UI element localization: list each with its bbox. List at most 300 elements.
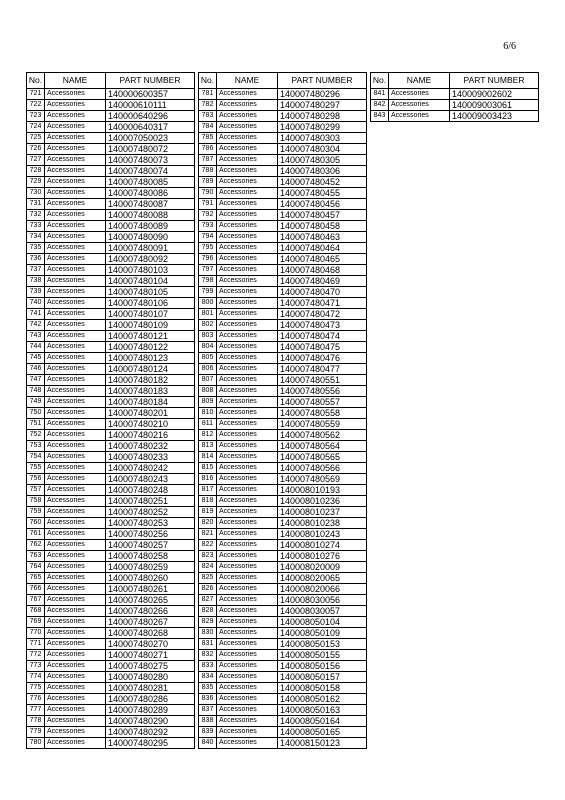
table-row (199, 606, 367, 617)
part-number: 140007480271 (106, 650, 195, 661)
table-header-row (199, 73, 367, 89)
table-row (199, 320, 367, 331)
part-number: 140000600357 (106, 89, 195, 100)
row-number: 840 (199, 738, 217, 749)
row-number: 807 (199, 375, 217, 386)
row-number: 797 (199, 265, 217, 276)
part-number: 140007480104 (106, 276, 195, 287)
item-name: Accessories (45, 595, 106, 606)
item-name: Accessories (217, 485, 278, 496)
part-number: 140007050023 (106, 133, 195, 144)
page-number: 6/6 (503, 41, 516, 52)
table-row (27, 551, 195, 562)
table-row (199, 122, 367, 133)
item-name: Accessories (217, 628, 278, 639)
row-number: 841 (371, 89, 389, 100)
item-name: Accessories (217, 496, 278, 507)
row-number: 755 (27, 463, 45, 474)
item-name: Accessories (389, 89, 450, 100)
part-number: 140007480106 (106, 298, 195, 309)
part-number: 140008010276 (278, 551, 367, 562)
table-row (27, 298, 195, 309)
part-number: 140007480121 (106, 331, 195, 342)
part-number: 140007480261 (106, 584, 195, 595)
part-number: 140007480233 (106, 452, 195, 463)
part-number: 140007480086 (106, 188, 195, 199)
table-row (27, 397, 195, 408)
part-number: 140008020066 (278, 584, 367, 595)
part-number: 140009002602 (450, 89, 539, 100)
part-number: 140008010236 (278, 496, 367, 507)
table-header-row (371, 73, 539, 89)
item-name: Accessories (45, 452, 106, 463)
item-name: Accessories (217, 705, 278, 716)
table-row (371, 89, 539, 100)
part-number: 140007480257 (106, 540, 195, 551)
table-row (27, 727, 195, 738)
table-row (199, 441, 367, 452)
item-name: Accessories (217, 155, 278, 166)
row-number: 740 (27, 298, 45, 309)
row-number: 843 (371, 111, 389, 122)
row-number: 822 (199, 540, 217, 551)
table-row (199, 452, 367, 463)
row-number: 758 (27, 496, 45, 507)
part-number: 140007480470 (278, 287, 367, 298)
row-number: 756 (27, 474, 45, 485)
table-row (199, 232, 367, 243)
part-number: 140007480089 (106, 221, 195, 232)
item-name: Accessories (217, 661, 278, 672)
table-row (199, 529, 367, 540)
table-row (199, 650, 367, 661)
row-number: 774 (27, 672, 45, 683)
item-name: Accessories (217, 210, 278, 221)
header-part-number: PART NUMBER (278, 73, 367, 89)
row-number: 815 (199, 463, 217, 474)
item-name: Accessories (217, 364, 278, 375)
part-number: 140007480556 (278, 386, 367, 397)
table-row (27, 584, 195, 595)
item-name: Accessories (389, 111, 450, 122)
item-name: Accessories (217, 254, 278, 265)
row-number: 768 (27, 606, 45, 617)
row-number: 816 (199, 474, 217, 485)
row-number: 808 (199, 386, 217, 397)
row-number: 827 (199, 595, 217, 606)
table-row (27, 716, 195, 727)
table-row (27, 331, 195, 342)
item-name: Accessories (45, 716, 106, 727)
part-number: 140007480182 (106, 375, 195, 386)
item-name: Accessories (45, 298, 106, 309)
row-number: 769 (27, 617, 45, 628)
table-row (199, 276, 367, 287)
row-number: 826 (199, 584, 217, 595)
row-number: 724 (27, 122, 45, 133)
item-name: Accessories (217, 309, 278, 320)
row-number: 772 (27, 650, 45, 661)
part-number: 140007480557 (278, 397, 367, 408)
item-name: Accessories (45, 727, 106, 738)
table-row (27, 683, 195, 694)
item-name: Accessories (45, 584, 106, 595)
item-name: Accessories (217, 430, 278, 441)
row-number: 777 (27, 705, 45, 716)
table-row (27, 89, 195, 100)
row-number: 744 (27, 342, 45, 353)
part-number: 140008010193 (278, 485, 367, 496)
row-number: 786 (199, 144, 217, 155)
item-name: Accessories (217, 727, 278, 738)
row-number: 814 (199, 452, 217, 463)
item-name: Accessories (45, 650, 106, 661)
table-row (27, 342, 195, 353)
row-number: 819 (199, 507, 217, 518)
table-row (27, 529, 195, 540)
table-row (27, 540, 195, 551)
item-name: Accessories (217, 375, 278, 386)
part-number: 140007480122 (106, 342, 195, 353)
table-row (27, 144, 195, 155)
part-number: 140007480256 (106, 529, 195, 540)
item-name: Accessories (45, 562, 106, 573)
item-name: Accessories (217, 166, 278, 177)
parts-table-1 (26, 72, 195, 749)
part-number: 140007480463 (278, 232, 367, 243)
row-number: 751 (27, 419, 45, 430)
table-row (27, 210, 195, 221)
item-name: Accessories (217, 265, 278, 276)
part-number: 140007480295 (106, 738, 195, 749)
header-name: NAME (389, 73, 450, 89)
part-number: 140008030057 (278, 606, 367, 617)
item-name: Accessories (45, 254, 106, 265)
table-row (199, 584, 367, 595)
item-name: Accessories (217, 100, 278, 111)
table-row (27, 474, 195, 485)
item-name: Accessories (217, 716, 278, 727)
table-row (199, 639, 367, 650)
part-number: 140007480551 (278, 375, 367, 386)
item-name: Accessories (217, 617, 278, 628)
part-number: 140007480252 (106, 507, 195, 518)
table-row (27, 221, 195, 232)
row-number: 839 (199, 727, 217, 738)
item-name: Accessories (45, 661, 106, 672)
table-row (199, 551, 367, 562)
item-name: Accessories (217, 144, 278, 155)
table-row (199, 463, 367, 474)
item-name: Accessories (45, 144, 106, 155)
table-header-row (27, 73, 195, 89)
row-number: 749 (27, 397, 45, 408)
table-row (199, 210, 367, 221)
row-number: 784 (199, 122, 217, 133)
row-number: 791 (199, 199, 217, 210)
part-number: 140007480275 (106, 661, 195, 672)
table-row (199, 683, 367, 694)
table-row (199, 727, 367, 738)
table-row (371, 111, 539, 122)
row-number: 833 (199, 661, 217, 672)
row-number: 830 (199, 628, 217, 639)
table-row (199, 562, 367, 573)
item-name: Accessories (217, 683, 278, 694)
part-number: 140007480251 (106, 496, 195, 507)
table-row (199, 408, 367, 419)
part-number: 140007480280 (106, 672, 195, 683)
part-number: 140007480265 (106, 595, 195, 606)
part-number: 140007480105 (106, 287, 195, 298)
row-number: 764 (27, 562, 45, 573)
row-number: 743 (27, 331, 45, 342)
part-number: 140007480270 (106, 639, 195, 650)
row-number: 748 (27, 386, 45, 397)
table-row (27, 188, 195, 199)
row-number: 763 (27, 551, 45, 562)
item-name: Accessories (217, 518, 278, 529)
item-name: Accessories (45, 320, 106, 331)
item-name: Accessories (217, 342, 278, 353)
table-row (199, 331, 367, 342)
item-name: Accessories (217, 463, 278, 474)
header-name: NAME (217, 73, 278, 89)
row-number: 765 (27, 573, 45, 584)
item-name: Accessories (45, 265, 106, 276)
part-number: 140007480074 (106, 166, 195, 177)
table-row (199, 518, 367, 529)
table-row (199, 144, 367, 155)
row-number: 723 (27, 111, 45, 122)
table-row (27, 661, 195, 672)
item-name: Accessories (45, 540, 106, 551)
table-row (199, 540, 367, 551)
item-name: Accessories (45, 133, 106, 144)
table-row (27, 441, 195, 452)
row-number: 725 (27, 133, 45, 144)
part-number: 140008050165 (278, 727, 367, 738)
item-name: Accessories (45, 188, 106, 199)
item-name: Accessories (45, 419, 106, 430)
part-number: 140007480477 (278, 364, 367, 375)
part-number: 140008050157 (278, 672, 367, 683)
item-name: Accessories (45, 573, 106, 584)
table-row (199, 221, 367, 232)
part-number: 140007480085 (106, 177, 195, 188)
row-number: 824 (199, 562, 217, 573)
item-name: Accessories (45, 617, 106, 628)
table-row (199, 628, 367, 639)
item-name: Accessories (217, 298, 278, 309)
item-name: Accessories (45, 386, 106, 397)
part-number: 140007480103 (106, 265, 195, 276)
item-name: Accessories (217, 353, 278, 364)
part-number: 140007480456 (278, 199, 367, 210)
item-name: Accessories (217, 639, 278, 650)
parts-table-3 (370, 72, 539, 122)
part-number: 140008030056 (278, 595, 367, 606)
part-number: 140007480184 (106, 397, 195, 408)
item-name: Accessories (217, 441, 278, 452)
row-number: 726 (27, 144, 45, 155)
row-number: 810 (199, 408, 217, 419)
header-no: No. (371, 73, 389, 89)
header-no: No. (27, 73, 45, 89)
part-number: 140007480296 (278, 89, 367, 100)
table-row (27, 430, 195, 441)
item-name: Accessories (45, 232, 106, 243)
row-number: 789 (199, 177, 217, 188)
item-name: Accessories (45, 606, 106, 617)
table-row (199, 507, 367, 518)
table-row (199, 342, 367, 353)
row-number: 757 (27, 485, 45, 496)
table-row (27, 166, 195, 177)
item-name: Accessories (45, 551, 106, 562)
row-number: 828 (199, 606, 217, 617)
item-name: Accessories (45, 639, 106, 650)
item-name: Accessories (45, 364, 106, 375)
item-name: Accessories (45, 485, 106, 496)
part-number: 140007480073 (106, 155, 195, 166)
part-number: 140008050156 (278, 661, 367, 672)
part-number: 140007480569 (278, 474, 367, 485)
table-row (199, 705, 367, 716)
table-row (27, 100, 195, 111)
part-number: 140008050163 (278, 705, 367, 716)
item-name: Accessories (45, 353, 106, 364)
table-row (199, 419, 367, 430)
row-number: 787 (199, 155, 217, 166)
part-number: 140007480289 (106, 705, 195, 716)
table-row (27, 617, 195, 628)
row-number: 812 (199, 430, 217, 441)
item-name: Accessories (45, 122, 106, 133)
part-number: 140007480476 (278, 353, 367, 364)
table-row (27, 705, 195, 716)
item-name: Accessories (45, 287, 106, 298)
table-row (27, 111, 195, 122)
item-name: Accessories (217, 177, 278, 188)
row-number: 781 (199, 89, 217, 100)
part-number: 140007480566 (278, 463, 367, 474)
item-name: Accessories (217, 386, 278, 397)
table-row (27, 364, 195, 375)
part-number: 140007480260 (106, 573, 195, 584)
item-name: Accessories (217, 419, 278, 430)
part-number: 140007480299 (278, 122, 367, 133)
part-number: 140007480458 (278, 221, 367, 232)
row-number: 835 (199, 683, 217, 694)
row-number: 806 (199, 364, 217, 375)
part-number: 140000640296 (106, 111, 195, 122)
part-number: 140007480298 (278, 111, 367, 122)
item-name: Accessories (217, 606, 278, 617)
table-row (27, 276, 195, 287)
item-name: Accessories (45, 309, 106, 320)
item-name: Accessories (217, 188, 278, 199)
table-row (199, 111, 367, 122)
row-number: 761 (27, 529, 45, 540)
part-number: 140007480306 (278, 166, 367, 177)
item-name: Accessories (217, 199, 278, 210)
part-number: 140007480281 (106, 683, 195, 694)
part-number: 140007480292 (106, 727, 195, 738)
row-number: 799 (199, 287, 217, 298)
part-number: 140007480475 (278, 342, 367, 353)
row-number: 767 (27, 595, 45, 606)
row-number: 811 (199, 419, 217, 430)
item-name: Accessories (45, 496, 106, 507)
row-number: 734 (27, 232, 45, 243)
item-name: Accessories (217, 573, 278, 584)
table-row (199, 254, 367, 265)
row-number: 735 (27, 243, 45, 254)
part-number: 140007480091 (106, 243, 195, 254)
item-name: Accessories (45, 89, 106, 100)
item-name: Accessories (45, 111, 106, 122)
part-number: 140007480267 (106, 617, 195, 628)
item-name: Accessories (45, 397, 106, 408)
part-number: 140007480286 (106, 694, 195, 705)
table-row (27, 562, 195, 573)
row-number: 746 (27, 364, 45, 375)
table-row (27, 353, 195, 364)
table-row (199, 738, 367, 749)
part-number: 140008150123 (278, 738, 367, 749)
part-number: 140007480465 (278, 254, 367, 265)
part-number: 140008050155 (278, 650, 367, 661)
part-number: 140008010274 (278, 540, 367, 551)
item-name: Accessories (45, 155, 106, 166)
row-number: 809 (199, 397, 217, 408)
item-name: Accessories (45, 342, 106, 353)
table-row (199, 375, 367, 386)
part-number: 140007480266 (106, 606, 195, 617)
part-number: 140007480297 (278, 100, 367, 111)
table-row (27, 133, 195, 144)
part-number: 140007480087 (106, 199, 195, 210)
row-number: 801 (199, 309, 217, 320)
item-name: Accessories (45, 507, 106, 518)
row-number: 805 (199, 353, 217, 364)
item-name: Accessories (217, 551, 278, 562)
row-number: 759 (27, 507, 45, 518)
row-number: 728 (27, 166, 45, 177)
part-number: 140007480455 (278, 188, 367, 199)
item-name: Accessories (45, 518, 106, 529)
header-name: NAME (45, 73, 106, 89)
row-number: 739 (27, 287, 45, 298)
table-row (199, 155, 367, 166)
item-name: Accessories (45, 408, 106, 419)
row-number: 794 (199, 232, 217, 243)
item-name: Accessories (45, 705, 106, 716)
row-number: 783 (199, 111, 217, 122)
table-row (27, 518, 195, 529)
table-row (199, 617, 367, 628)
row-number: 775 (27, 683, 45, 694)
part-number: 140007480248 (106, 485, 195, 496)
part-number: 140007480474 (278, 331, 367, 342)
row-number: 738 (27, 276, 45, 287)
item-name: Accessories (217, 89, 278, 100)
row-number: 770 (27, 628, 45, 639)
table-row (27, 254, 195, 265)
part-number: 140008020065 (278, 573, 367, 584)
table-row (27, 606, 195, 617)
